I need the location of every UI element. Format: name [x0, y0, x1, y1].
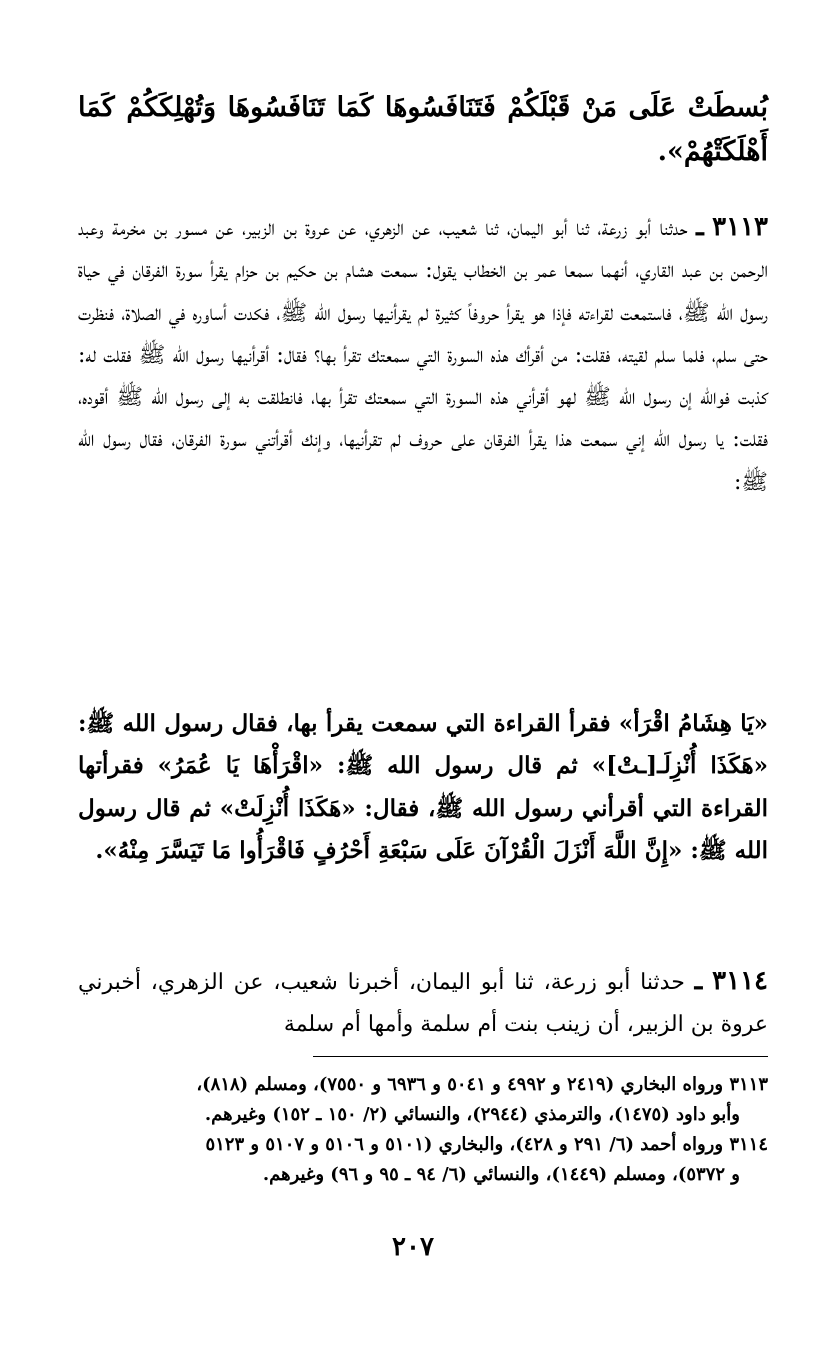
hadith-dash: ـ: [694, 966, 703, 996]
hadith-isnad-text: حدثنا أبو زرعة، ثنا أبو اليمان، ثنا شعيب، عن الزهري، عن عروة بن الزبير، عن مسور بن مخرمة وعبد الرحمن بن عبد القاري، أنهما سمعا عمر بن الخطاب يقول: سمعت هشام بن حكيم بن حزام يقرأ سورة الفرقان في حياة رسول الله ﷺ، فاستمعت لقراءته فإذا هو يقرأ حروفاً كثيرة لم يقرأنيها رسول الله ﷺ، فكدت أساوره في الصلاة، فنظرت حتى سلم، فلما سلم لقيته، فقلت: من أقرأك هذه السورة التي سمعتك تقرأ بها؟ فقال: أقرأنيها رسول الله ﷺ فقلت له: كذبت فوالله إن رسول الله ﷺ لهو أقرأني هذه السورة التي سمعتك تقرأ بها، فانطلقت به إلى رسول الله ﷺ أقوده، فقلت: يا رسول الله إني سمعت هذا يقرأ الفرقان على حروف لم تقرأنيها، وإنك أقرأتني سورة الفرقان، فقال رسول الله ﷺ:: [78, 216, 768, 495]
footnote-3113-line1: ٣١١٣ ورواه البخاري (٢٤١٩ و ٤٩٩٢ و ٥٠٤١ و ٦٩٣٦ و ٧٥٥٠)، ومسلم (٨١٨)،: [196, 1074, 768, 1095]
footnote-3113-line2: وأبو داود (١٤٧٥)، والترمذي (٢٩٤٤)، والنسائي (٢/ ١٥٠ ـ ١٥٢) وغيرهم.: [204, 1104, 740, 1125]
hadith-quote-text: «يَا هِشَامُ اقْرَأ» فقرأ القراءة التي سمعت يقرأ بها، فقال رسول الله ﷺ: «هَكَذَا أُنْزِلَـ[ـتْ]» ثم قال رسول الله ﷺ: «اقْرَأْهَا يَا عُمَرُ» فقرأتها القراءة التي أقرأني رسول الله ﷺ، فقال: «هَكَذَا أُنْزِلَتْ» ثم قال رسول الله ﷺ: «إِنَّ اللَّهَ أَنْزَلَ الْقُرْآنَ عَلَى سَبْعَةِ أَحْرُفٍ فَاقْرَأُوا مَا تَيَسَّرَ مِنْهُ».: [78, 710, 768, 864]
hadith-isnad-text: حدثنا أبو زرعة، ثنا أبو اليمان، أخبرنا شعيب، عن الزهري، أخبرني عروة بن الزبير، أن زينب بنت أم سلمة وأمها أم سلمة: [78, 970, 768, 1038]
footnote-3114-line1: ٣١١٤ ورواه أحمد (٦/ ٢٩١ و ٤٢٨)، والبخاري (٥١٠١ و ٥١٠٦ و ٥١٠٧ و ٥١٢٣: [205, 1134, 768, 1155]
hadith-number: ٣١١٤: [712, 966, 768, 996]
hadith-3113-quote: [78, 703, 768, 872]
hadith-3114-paragraph: [78, 960, 768, 1047]
continuation-paragraph: [78, 86, 768, 174]
footnote-divider: [313, 1056, 768, 1057]
hadith-3113-paragraph: [78, 206, 768, 504]
footnote-3114-line2: و ٥٣٧٢)، ومسلم (١٤٤٩)، والنسائي (٦/ ٩٤ ـ ٩٥ و ٩٦) وغيرهم.: [262, 1164, 740, 1185]
page-number: ٢٠٧: [392, 1232, 434, 1262]
footnotes: [78, 1070, 768, 1190]
hadith-dash: ـ: [696, 212, 704, 242]
continuation-text: بُسطَتْ عَلَى مَنْ قَبْلَكُمْ فَتَنَافَسُوهَا كَمَا تَنَافَسُوهَا وَتُهْلِكَكُمْ كَمَا أَهْلَكَتْهُمْ».: [78, 92, 768, 167]
hadith-number: ٣١١٣: [712, 212, 769, 242]
